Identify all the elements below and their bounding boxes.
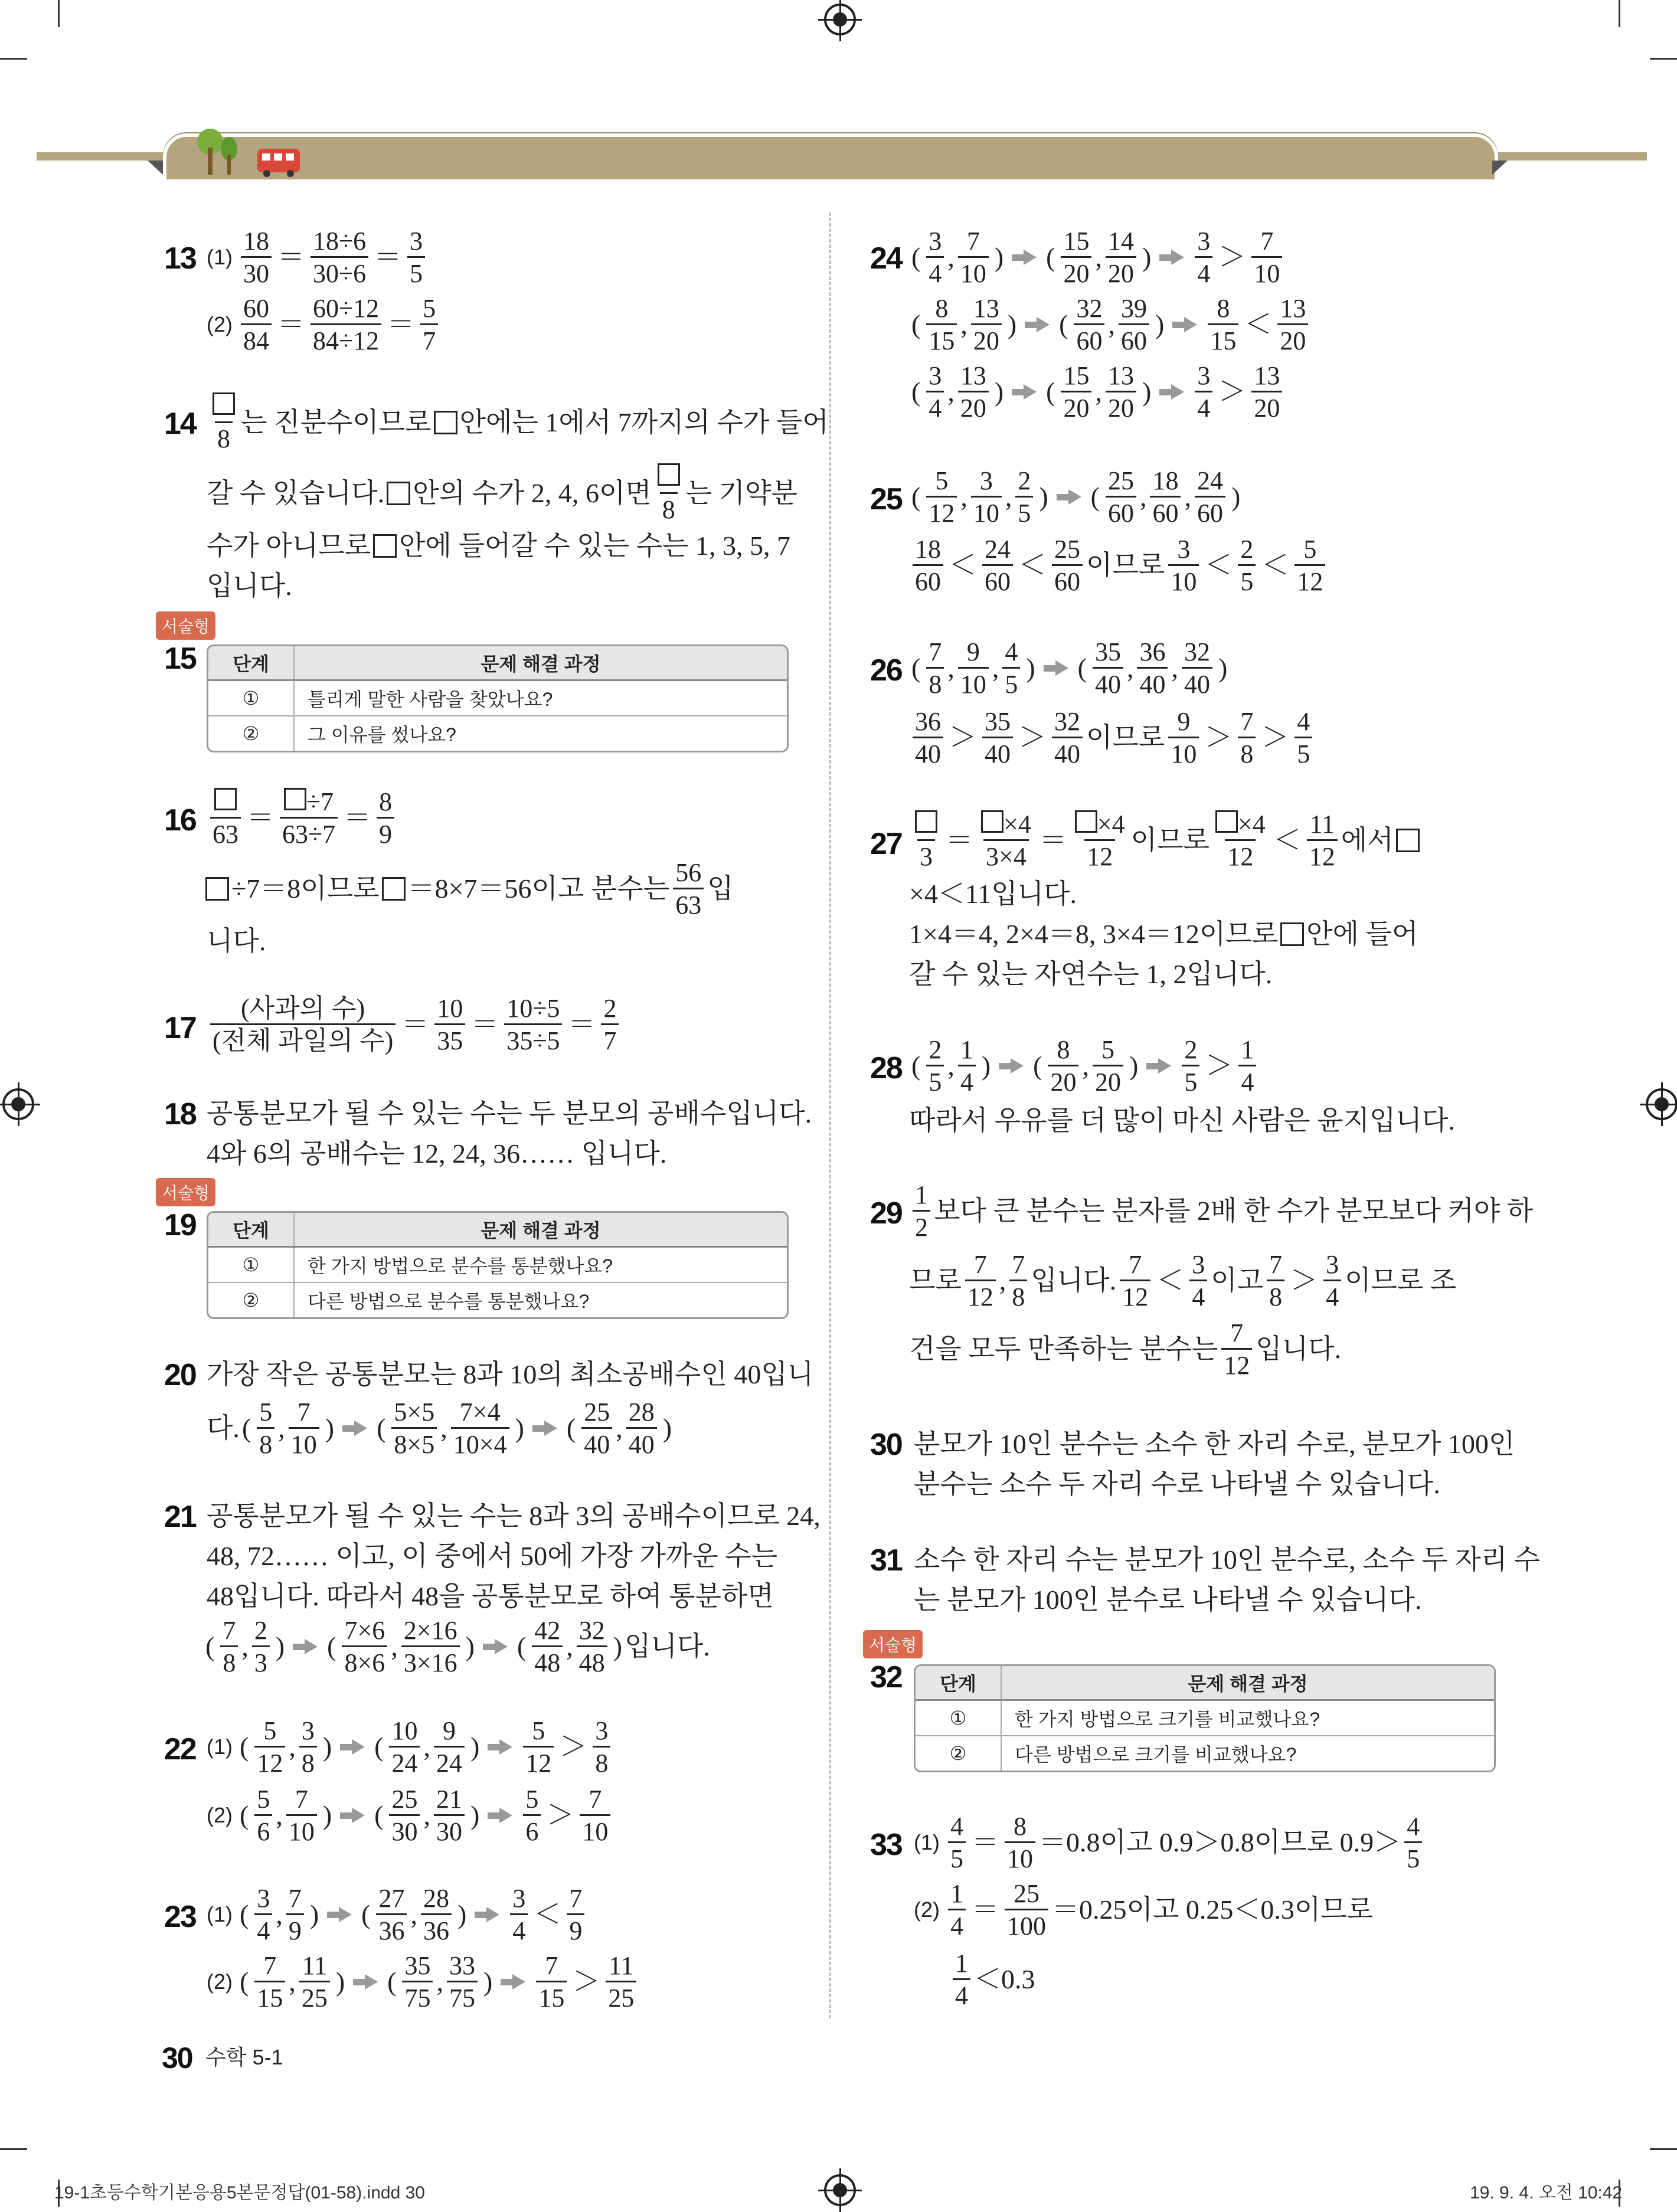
header-corner — [148, 161, 163, 175]
problem-number: 29 — [870, 1196, 902, 1231]
answer-line: 수가 아니므로 안에 들어갈 수 있는 수는 1, 3, 5, 7 — [207, 531, 790, 561]
column-divider — [829, 212, 831, 2018]
answer-line: ( $\frac{7}{8}$ , $\frac{2}{3}$ ) ( $\frac{7\times 6}{8\times 6}$ , $\frac{2\times 16}{3\times 16}$ ) ( $\frac{42}{48}$ , $\frac{32}{48}$ ) 입니다. — [205, 1616, 710, 1677]
registration-mark — [1646, 1088, 1677, 1120]
problem-number: 31 — [870, 1543, 902, 1578]
answer-line: 63 ＝ $\frac{\div 7}{63\div 7}$ ＝ $\frac{8}{9}$ — [207, 788, 398, 848]
answer-line: ×4＜11입니다. — [909, 879, 1077, 909]
problem-number: 32 — [870, 1660, 902, 1694]
answer-line: $\frac{36}{40}$ ＞ $\frac{35}{40}$ ＞ $\frac{32}{40}$ 이므로 $\frac{9}{10}$ ＞ $\frac{7}{8}$ ＞ $\frac{4}{5}$ — [909, 708, 1316, 767]
crop-mark — [0, 58, 27, 60]
answer-line: 갈 수 있는 자연수는 1, 2입니다. — [909, 959, 1273, 989]
answer-line: 공통분모가 될 수 있는 수는 두 분모의 공배수입니다. — [207, 1098, 812, 1128]
problem-number: 16 — [164, 803, 196, 837]
answer-line: ( $\frac{7}{8}$ , $\frac{9}{10}$ , $\frac{4}{5}$ ) ( $\frac{35}{40}$ , $\frac{36}{40}$ , $\frac{32}{40}$ ) — [911, 637, 1228, 699]
problem-number: 23 — [164, 1900, 196, 1934]
answer-line: 는 분모가 100인 분수로 나타낼 수 있습니다. — [914, 1585, 1422, 1615]
tree-bus-icon — [192, 124, 310, 177]
answer-line: ( $\frac{3}{4}$ , $\frac{7}{10}$ ) ( $\frac{15}{20}$ , $\frac{14}{20}$ ) $\frac{3}{4}$ ＞ $\frac{7}{10}$ — [909, 228, 1286, 287]
header-tab — [163, 133, 1498, 179]
answer-line: 4와 6의 공배수는 12, 24, 36…… 입니다. — [207, 1138, 667, 1169]
answer-line: (1) $\frac{18}{30}$ ＝ $\frac{18\div 6}{30\div 6}$ ＝ $\frac{3}{5}$ — [207, 228, 429, 287]
answer-line: $\frac{18}{60}$ ＜ $\frac{24}{60}$ ＜ $\frac{25}{60}$ 이므로 $\frac{3}{10}$ ＜ $\frac{2}{5}$ ＜ $\frac{5}{12}$ — [909, 536, 1329, 595]
answer-line: 분수는 소수 두 자리 수로 나타낼 수 있습니다. — [914, 1469, 1440, 1499]
answer-line: 가장 작은 공통분모는 8과 10의 최소공배수인 40입니 — [207, 1359, 814, 1389]
essay-badge: 서술형 — [156, 611, 215, 640]
problem-number: 30 — [870, 1428, 902, 1462]
rubric-table: 단계 문제 해결 과정 ① 한 가지 방법으로 크기를 비교했나요? ② 다른 방법으로 크기를 비교했나요? — [914, 1664, 1496, 1772]
problem-number: 15 — [164, 642, 196, 676]
problem-number: 22 — [164, 1732, 196, 1766]
header-corner — [1492, 161, 1508, 175]
answer-line: (2) ( $\frac{7}{15}$ , $\frac{11}{25}$ ) ( $\frac{35}{75}$ , $\frac{33}{75}$ ) $\frac{7}{15}$ ＞ $\frac{11}{25}$ — [207, 1952, 640, 2011]
subject-label: 수학 5-1 — [205, 2045, 283, 2069]
footer-filename: 19-1초등수학기본응용5본문정답(01-58).indd 30 — [54, 2183, 425, 2203]
answer-line: (2) $\frac{60}{84}$ ＝ $\frac{60\div 12}{84\div 12}$ ＝ $\frac{5}{7}$ — [207, 295, 442, 354]
answer-line: $\frac{1}{2}$ 보다 큰 분수는 분자를 2배 한 수가 분모보다 커야 하 — [909, 1182, 1533, 1241]
crop-mark — [1619, 0, 1620, 27]
crop-mark — [58, 0, 60, 27]
answer-line: 공통분모가 될 수 있는 수는 8과 3의 공배수이므로 24, — [207, 1501, 820, 1531]
page-number: 30 — [162, 2041, 192, 2074]
problem-number: 25 — [870, 482, 902, 516]
answer-line: ( $\frac{8}{15}$ , $\frac{13}{20}$ ) ( $\frac{32}{60}$ , $\frac{39}{60}$ ) $\frac{8}{15}$ ＜ $\frac{13}{20}$ — [909, 295, 1312, 354]
problem-number: 27 — [870, 827, 902, 861]
answer-line: 48, 72…… 이고, 이 중에서 50에 가장 가까운 수는 — [207, 1541, 778, 1571]
problem-number: 17 — [164, 1011, 196, 1045]
answer-line: (1) ( $\frac{5}{12}$ , $\frac{3}{8}$ ) ( $\frac{10}{24}$ , $\frac{9}{24}$ ) $\frac{5}{12}$ ＞ $\frac{3}{8}$ — [207, 1717, 614, 1776]
answer-line: ( $\frac{3}{4}$ , $\frac{13}{20}$ ) ( $\frac{15}{20}$ , $\frac{13}{20}$ ) $\frac{3}{4}$ ＞ $\frac{13}{20}$ — [909, 362, 1286, 421]
answer-line: 갈 수 있습니다. 안의 수가 2, 4, 6이면 8 는 기약분 — [207, 464, 797, 523]
problem-number: 13 — [164, 241, 196, 276]
answer-line: 1×4＝4, 2×4＝8, 3×4＝12이므로 안에 들어 — [909, 919, 1418, 949]
registration-mark — [824, 2174, 856, 2206]
rubric-table: 단계 문제 해결 과정 ① 틀리게 말한 사람을 찾았나요? ② 그 이유를 썼나요? — [207, 644, 789, 752]
answer-line: ÷7＝8이므로 ＝8×7＝56이고 분수는 $\frac{56}{63}$ 입 — [203, 859, 734, 918]
answer-line: 건을 모두 만족하는 분수는 $\frac{7}{12}$ 입니다. — [909, 1318, 1342, 1380]
answer-line: ( $\frac{5}{12}$ , $\frac{3}{10}$ , $\frac{2}{5}$ ) ( $\frac{25}{60}$ , $\frac{18}{60}$ , $\frac{24}{60}$ ) — [911, 466, 1241, 528]
answer-line: 니다. — [207, 926, 266, 956]
crop-mark — [1650, 2148, 1677, 2150]
answer-line: (2) ( $\frac{5}{6}$ , $\frac{7}{10}$ ) ( $\frac{25}{30}$ , $\frac{21}{30}$ ) $\frac{5}{6}$ ＞ $\frac{7}{10}$ — [207, 1786, 614, 1845]
crop-mark — [0, 2148, 27, 2150]
answer-line: $\frac{1}{4}$ ＜0.3 — [949, 1950, 1035, 2009]
problem-number: 28 — [870, 1051, 902, 1085]
answer-line: 따라서 우유를 더 많이 마신 사람은 윤지입니다. — [909, 1105, 1455, 1136]
answer-line: 48입니다. 따라서 48을 공통분모로 하여 통분하면 — [207, 1581, 774, 1611]
problem-number: 21 — [164, 1500, 196, 1534]
answer-line: ( $\frac{2}{5}$ , $\frac{1}{4}$ ) ( $\frac{8}{20}$ , $\frac{5}{20}$ ) $\frac{2}{5}$ ＞ $\frac{1}{4}$ — [909, 1036, 1260, 1095]
problem-number: 20 — [164, 1358, 196, 1392]
answer-line: 소수 한 자리 수는 분모가 10인 분수로, 소수 두 자리 수 — [914, 1545, 1541, 1575]
essay-badge: 서술형 — [863, 1630, 923, 1658]
answer-line: 다. ( $\frac{5}{8}$ , $\frac{7}{10}$ ) ( $\frac{5\times 5}{8\times 5}$ , $\frac{7\times 4}{10\times 4}$ ) ( $\frac{25}{40}$ , $\frac{28}{40}$ ) — [207, 1398, 672, 1459]
registration-mark — [824, 4, 856, 35]
registration-mark — [2, 1088, 34, 1120]
essay-badge: 서술형 — [156, 1178, 215, 1206]
problem-number: 18 — [164, 1097, 196, 1131]
answer-line: (2) $\frac{1}{4}$ ＝ $\frac{25}{100}$ ＝0.25이고 0.25＜0.3이므로 — [914, 1879, 1374, 1941]
problem-number: 24 — [870, 241, 902, 276]
problem-number: 14 — [164, 407, 196, 441]
crop-mark — [1650, 58, 1677, 60]
problem-number: 33 — [870, 1828, 902, 1862]
problem-number: 19 — [164, 1208, 196, 1242]
answer-line: (1) $\frac{4}{5}$ ＝ $\frac{8}{10}$ ＝0.8이고 0.9＞0.8이므로 0.9＞ $\frac{4}{5}$ — [914, 1813, 1426, 1872]
answer-line: 입니다. — [207, 571, 292, 601]
answer-line: $\frac{\text{(사과의 수)}}{\text{(전체 과일의 수)}}$ ＝ $\frac{10}{35}$ ＝ $\frac{10\div 5}{35\div 5}$ ＝ $\frac{2}{7}$ — [207, 995, 622, 1054]
answer-line: 분모가 10인 분수는 소수 한 자리 수로, 분모가 100인 — [914, 1429, 1515, 1459]
answer-line: 3 ＝ $\frac{\times 4}{3\times 4}$ ＝ $\frac{\times 4}{12}$ 이므로 $\frac{\times 4}{12}$ ＜ $\frac{11}{12}$ 에서 — [909, 811, 1422, 870]
answer-line: 8 는 진분수이므로 안에는 1에서 7까지의 수가 들어 — [207, 393, 829, 452]
answer-line: 므로 $\frac{7}{12}$ , $\frac{7}{8}$ 입니다. $\frac{7}{12}$ ＜ $\frac{3}{4}$ 이고 $\frac{7}{8}$ ＞ $\frac{3}{4}$ 이므로 조 — [909, 1250, 1457, 1311]
footer-date: 19. 9. 4. 오전 10:42 — [1470, 2183, 1623, 2203]
rubric-table: 단계 문제 해결 과정 ① 한 가지 방법으로 분수를 통분했나요? ② 다른 방법으로 분수를 통분했나요? — [207, 1211, 789, 1319]
problem-number: 26 — [870, 653, 902, 688]
answer-line: (1) ( $\frac{3}{4}$ , $\frac{7}{9}$ ) ( $\frac{27}{36}$ , $\frac{28}{36}$ ) $\frac{3}{4}$ ＜ $\frac{7}{9}$ — [207, 1885, 588, 1944]
